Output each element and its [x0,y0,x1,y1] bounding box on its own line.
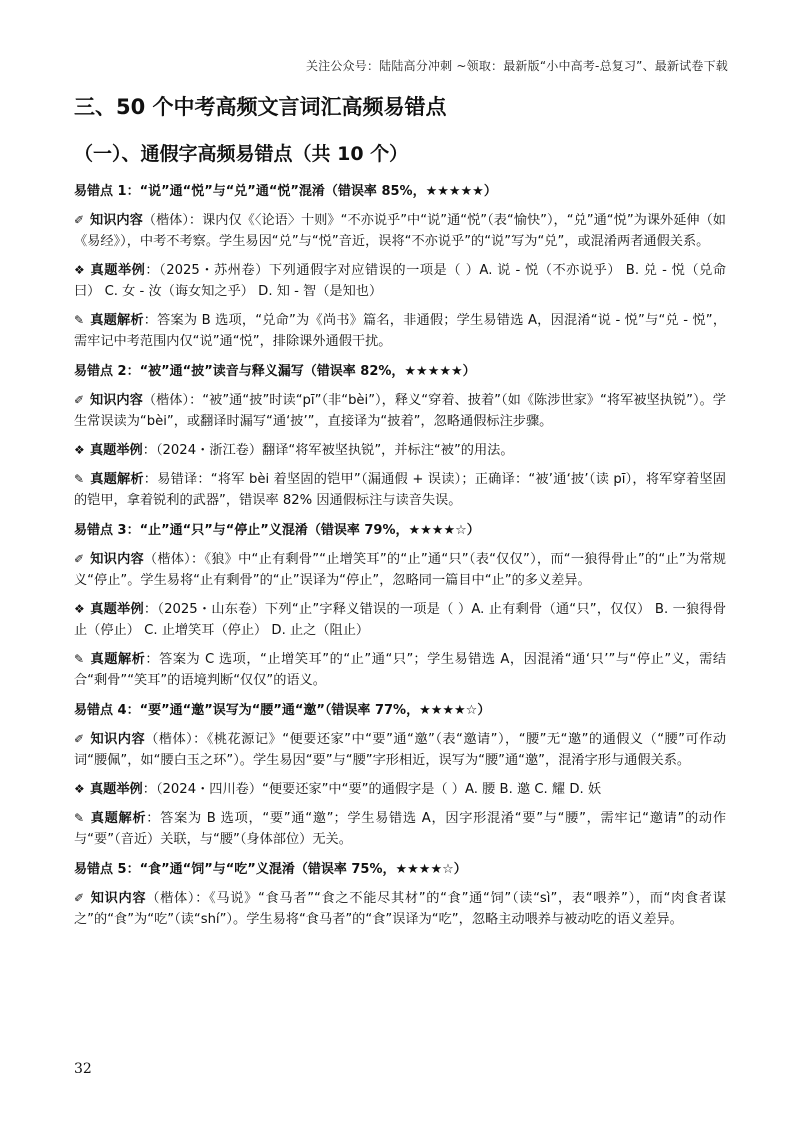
error-item-title: 易错点 2：“被”通“披”读音与释义漏写（错误率 82%，★★★★★） [74,364,476,379]
diamond-bullet-icon: ❖ [74,443,85,457]
error-item-title: 易错点 5：“食”通“饲”与“吃”义混淆（错误率 75%，★★★★☆） [74,862,467,877]
example-paragraph [74,779,726,800]
knowledge-label: 知识内容 [90,393,143,408]
pen-icon: ✎ [74,811,85,825]
analysis-label: 真题解析 [90,811,147,826]
page-header: 关注公众号：陆陆高分冲刺 ~领取：最新版“小中高考-总复习”、最新试卷下载 [305,59,728,73]
analysis-label: 真题解析 [90,313,144,328]
error-item [74,701,726,850]
knowledge-text: （楷体）：《马说》“食马者”“食之不能尽其材”的“食”通“饲”（读“sì”，表“喂养”），而“肉食者谋之”的“食”为“吃”（读“shí”）。学生易将“食马者”的“食”误译为“吃”，忽略主动喂养与被动吃的语义差异。 [74,891,727,927]
error-item-title: 易错点 1：“说”通“悦”与“兑”通“悦”混淆（错误率 85%，★★★★★） [74,184,497,199]
diamond-bullet-icon: ❖ [74,602,85,616]
error-item-title: 易错点 4：“要”通“邀”误写为“腰”通“邀”（错误率 77%，★★★★☆） [74,703,491,718]
knowledge-paragraph [74,549,726,591]
analysis-text: ：答案为 C 选项，“止增笑耳”的“止”通“只”；学生易错选 A，因混淆“通‘只’”与“停止”义，需结合“剩骨”“笑耳”的语境判断“仅仅”的语义。 [74,652,727,688]
example-label: 真题举例 [90,263,146,278]
analysis-text: ：答案为 B 选项，“要”通“邀”；学生易错选 A，因字形混淆“要”与“腰”，需牢记“邀请”的动作与“要”（音近）关联，与“腰”（身体部位）无关。 [74,811,727,847]
diamond-bullet-icon: ❖ [74,782,85,796]
document-body [74,92,726,930]
pencil-icon: ✐ [74,891,85,905]
knowledge-label: 知识内容 [90,213,143,228]
pencil-icon: ✐ [74,393,85,407]
pen-icon: ✎ [74,472,85,486]
pen-icon: ✎ [74,652,85,666]
example-label: 真题举例 [90,782,143,797]
analysis-label: 真题解析 [90,472,144,487]
analysis-paragraph [74,808,726,850]
page-number: 32 [74,1061,92,1077]
pen-icon: ✎ [74,313,85,327]
example-text: ：（2025・苏州卷）下列通假字对应错误的一项是（ ）A. 说 - 悦（不亦说乎） B. 兑 - 悦（兑命曰） C. 女 - 汝（诲女知之乎） D. 知 - 智（是知也） [74,263,727,299]
knowledge-label: 知识内容 [90,891,147,906]
knowledge-text: （楷体）：《桃花源记》“便要还家”中“要”通“邀”（表“邀请”），“腰”无“邀”的通假义（“腰”可作动词“腰佩”，如“腰白玉之环”）。学生易因“要”与“腰”字形相近，误写为“腰”通“邀”，混淆字形与通假关系。 [74,732,727,768]
knowledge-paragraph [74,888,726,930]
analysis-paragraph [74,649,726,691]
error-item [74,860,726,930]
error-item [74,362,726,511]
knowledge-paragraph [74,729,726,771]
example-label: 真题举例 [90,443,143,458]
knowledge-text: （楷体）：《狼》中“止有剩骨”“止增笑耳”的“止”通“只”（表“仅仅”），而“一狼得骨止”的“止”为常规义“停止”。学生易将“止有剩骨”的“止”误译为“停止”，忽略同一篇目中“止”的多义差异。 [74,552,726,588]
knowledge-paragraph [74,210,726,252]
error-item-title: 易错点 3：“止”通“只”与“停止”义混淆（错误率 79%，★★★★☆） [74,523,480,538]
pencil-icon: ✐ [74,213,85,227]
analysis-text: ：易错译：“将军 bèi 着坚固的铠甲”（漏通假 + 误读）；正确译：“被’通‘披’（读 pī），将军穿着坚固的铠甲，拿着锐利的武器”，错误率 82% 因通假标注与读音失误。 [74,472,726,508]
knowledge-text: （楷体）：“被”通“披”时读“pī”（非“bèi”），释义“穿着、披着”（如《陈涉世家》“将军被坚执锐”）。学生常误读为“bèi”，或翻译时漏写“通‘披’”，直接译为“披着”，忽略通假标注步骤。 [74,393,726,429]
analysis-paragraph [74,310,726,352]
knowledge-label: 知识内容 [90,552,144,567]
pencil-icon: ✐ [74,552,85,566]
section-title: 三、50 个中考高频文言词汇高频易错点 [74,95,447,119]
analysis-paragraph [74,469,726,511]
analysis-label: 真题解析 [90,652,146,667]
example-text: ：（2024・四川卷）“便要还家”中“要”的通假字是（ ）A. 腰 B. 邀 C. 耀 D. 妖 [142,782,602,797]
example-paragraph [74,599,726,641]
subsection-title: （一）、通假字高频易错点（共 10 个） [74,143,409,165]
example-text: ：（2024・浙江卷）翻译“将军被坚执锐”，并标注“被”的用法。 [142,443,514,458]
knowledge-label: 知识内容 [90,732,146,747]
error-item [74,182,726,352]
analysis-text: ：答案为 B 选项，“兑命”为《尚书》篇名，非通假；学生易错选 A，因混淆“说 - 悦”与“兑 - 悦”，需牢记中考范围内仅“说”通“悦”，排除课外通假干扰。 [74,313,727,349]
example-text: ：（2025・山东卷）下列“止”字释义错误的一项是（ ）A. 止有剩骨（通“只”，仅仅） B. 一狼得骨止（停止） C. 止增笑耳（停止） D. 止之（阻止） [74,602,727,638]
example-paragraph [74,260,726,302]
error-item [74,521,726,691]
example-label: 真题举例 [90,602,144,617]
knowledge-text: （楷体）：课内仅《〈论语〉十则》“不亦说乎”中“说”通“悦”（表“愉快”），“兑”通“悦”为课外延伸（如《易经》），中考不考察。学生易因“兑”与“悦”音近，误将“不亦说乎”的“说”写为“兑”，或混淆两者通假关系。 [74,213,726,249]
knowledge-paragraph [74,390,726,432]
diamond-bullet-icon: ❖ [74,263,85,277]
example-paragraph [74,440,726,461]
pencil-icon: ✐ [74,732,85,746]
